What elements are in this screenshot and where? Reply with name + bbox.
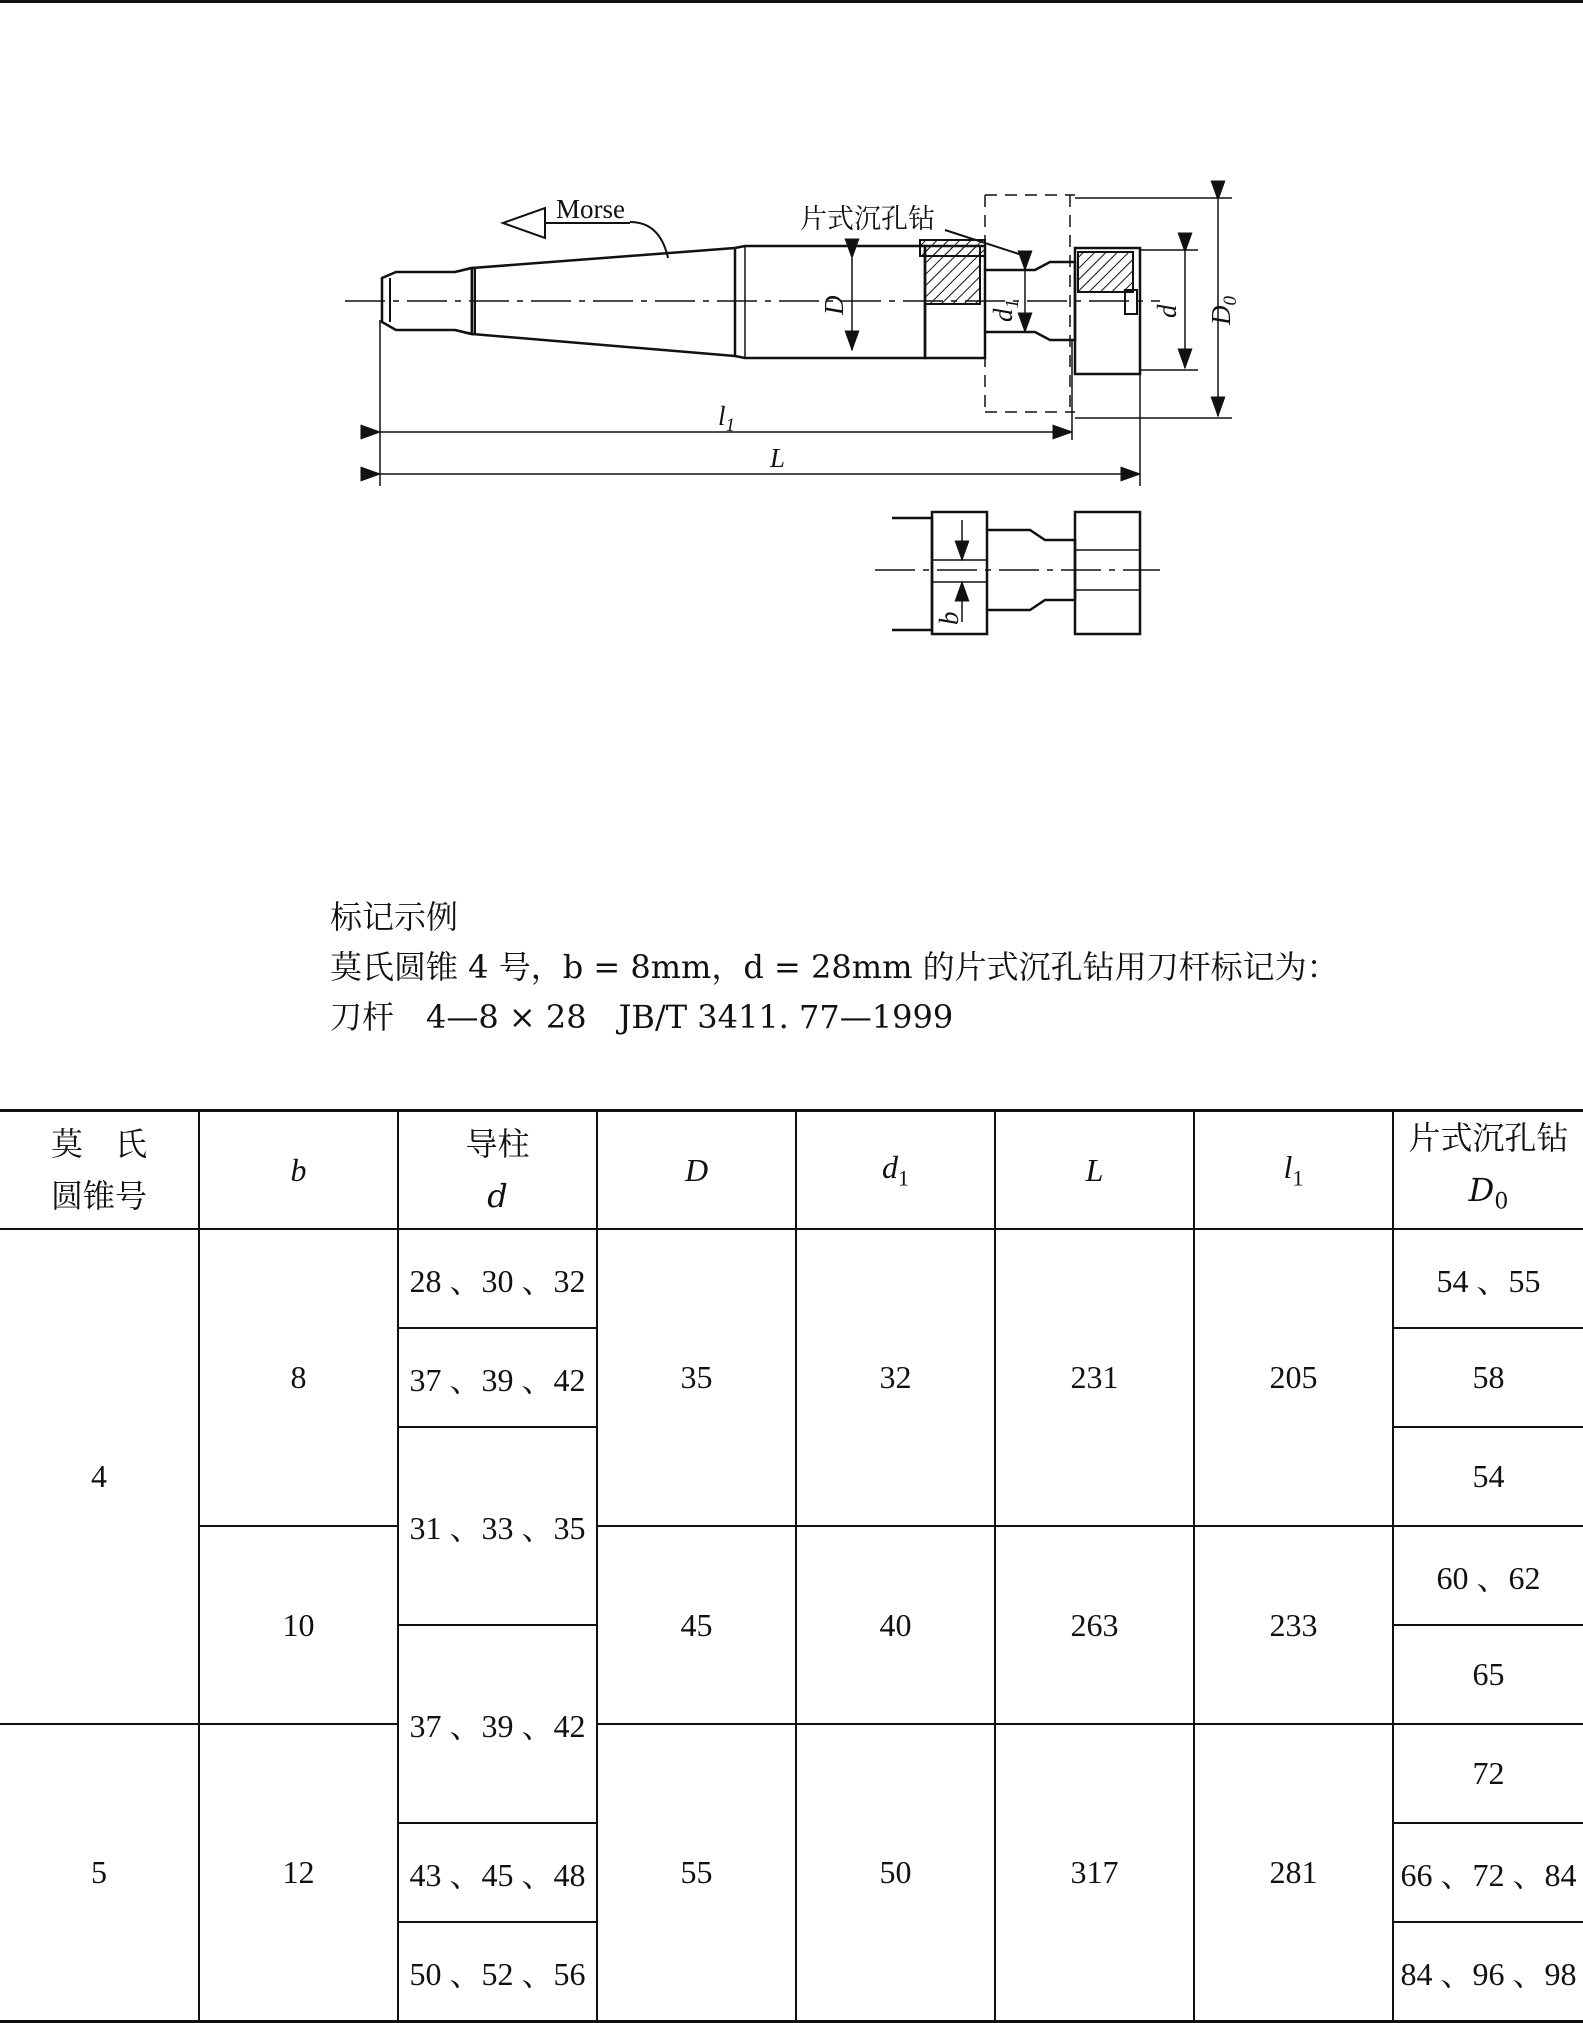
cell-morse: 5 — [0, 1724, 199, 2021]
cell-D0: 84 、96 、98 — [1393, 1922, 1583, 2021]
cell-morse: 4 — [0, 1229, 199, 1724]
marking-example — [330, 892, 1339, 1042]
dim-D0-label: $D_0$ — [1206, 296, 1241, 325]
cell-d1: 32 — [796, 1229, 995, 1526]
cell-d1: 40 — [796, 1526, 995, 1724]
cell-guide-d: 28 、30 、32 — [398, 1229, 597, 1328]
cell-l1: 281 — [1194, 1724, 1393, 2021]
cell-L: 231 — [995, 1229, 1194, 1526]
cell-l1: 205 — [1194, 1229, 1393, 1526]
cell-D0: 58 — [1393, 1328, 1583, 1427]
marking-example-line1: 莫氏圆锥 4 号，b = 8mm，d = 28mm 的片式沉孔钻用刀杆标记为： — [330, 948, 1339, 986]
cell-D0: 60 、62 — [1393, 1526, 1583, 1625]
cell-D0: 54 、55 — [1393, 1229, 1583, 1328]
table-row — [0, 1526, 1583, 1625]
header-l1: $l_1$ — [1194, 1111, 1393, 1230]
cell-D0: 66 、72 、84 — [1393, 1823, 1583, 1922]
cell-guide-d: 37 、39 、42 — [398, 1625, 597, 1823]
cell-b: 10 — [199, 1526, 398, 1724]
table-header-row — [0, 1111, 1583, 1230]
marking-example-line2: 刀杆 4—8 × 28 JB/T 3411. 77—1999 — [330, 998, 954, 1036]
cell-l1: 233 — [1194, 1526, 1393, 1724]
cell-d1: 50 — [796, 1724, 995, 2021]
morse-label: Morse — [556, 194, 625, 224]
cell-b: 12 — [199, 1724, 398, 2021]
table-row — [0, 1724, 1583, 1823]
cell-L: 263 — [995, 1526, 1194, 1724]
cell-guide-d: 43 、45 、48 — [398, 1823, 597, 1922]
dim-d1-label: $d_1$ — [988, 299, 1023, 322]
header-b: b — [199, 1111, 398, 1230]
cell-D0: 65 — [1393, 1625, 1583, 1724]
cell-D: 45 — [597, 1526, 796, 1724]
header-d1: $d_1$ — [796, 1111, 995, 1230]
cell-D0: 54 — [1393, 1427, 1583, 1526]
cell-D: 55 — [597, 1724, 796, 2021]
dim-D-label: D — [819, 295, 849, 315]
table-row — [0, 1229, 1583, 1328]
cell-D0: 72 — [1393, 1724, 1583, 1823]
dim-L-label: L — [770, 443, 786, 473]
cell-D: 35 — [597, 1229, 796, 1526]
header-morse: 莫 氏 圆锥号 — [0, 1111, 199, 1230]
header-D: D — [597, 1111, 796, 1230]
header-guide-d: 导柱 d — [398, 1111, 597, 1230]
header-cutter-D0: 片式沉孔钻 $D_0$ — [1393, 1111, 1583, 1230]
dim-l1-label: $l_1$ — [718, 401, 736, 436]
cell-L: 317 — [995, 1724, 1194, 2021]
header-L: L — [995, 1111, 1194, 1230]
tool-holder-drawing — [0, 0, 1583, 700]
cell-b: 8 — [199, 1229, 398, 1526]
spec-table — [0, 1109, 1583, 2023]
marking-example-title: 标记示例 — [330, 898, 459, 936]
cell-guide-d: 31 、33 、35 — [398, 1427, 597, 1625]
cell-guide-d: 37 、39 、42 — [398, 1328, 597, 1427]
cutter-label: 片式沉孔钻 — [800, 204, 935, 235]
dim-d-label: d — [1152, 304, 1182, 318]
dim-b-label: b — [934, 611, 964, 625]
cell-guide-d: 50 、52 、56 — [398, 1922, 597, 2021]
